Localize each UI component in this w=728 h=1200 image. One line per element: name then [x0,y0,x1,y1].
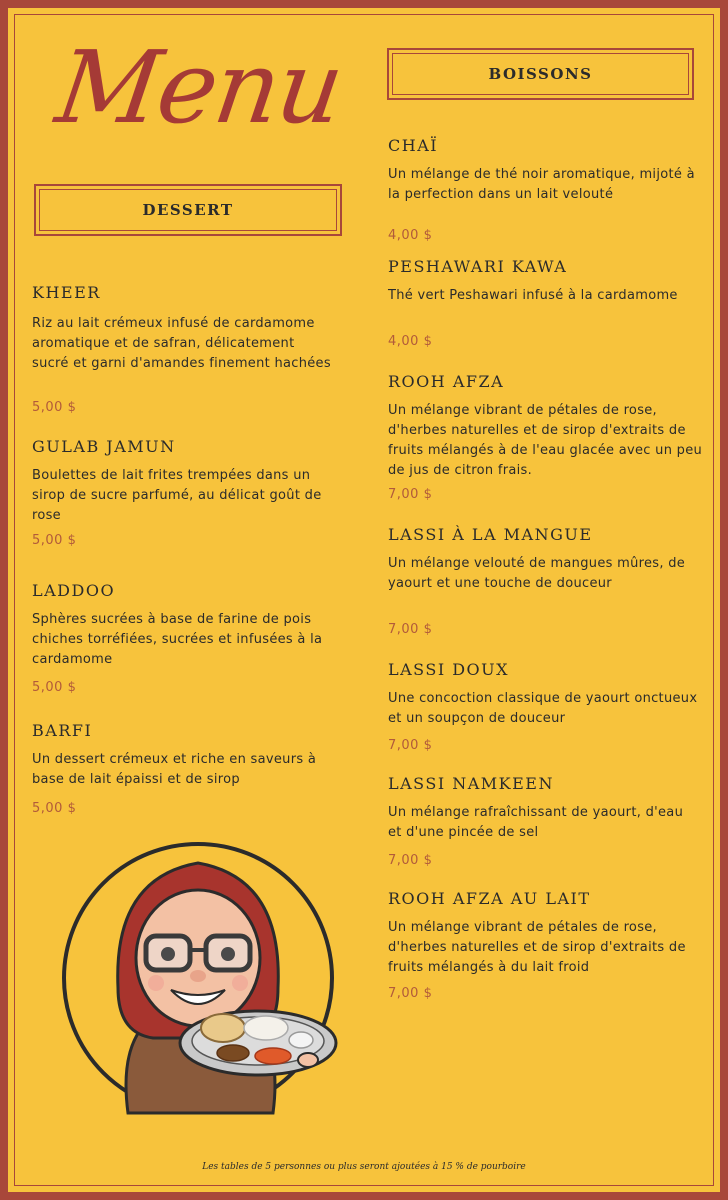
boisson-description: Un mélange rafraîchissant de yaourt, d'eau et d'une pincée de sel [388,805,684,840]
boisson-name: PESHAWARI KAWA [388,257,568,276]
boisson-item-rooh-afza-lait [388,889,703,978]
mascot-chef-with-food-plate-icon [58,838,338,1118]
dessert-description: Riz au lait crémeux infusé de cardamome aromatique et de safran, délicatement sucré et garni d'amandes finement hachées [32,316,331,371]
boisson-price: 7,00 $ [388,622,433,637]
dessert-item-gulab-jamun [32,437,332,526]
boisson-description: Un mélange vibrant de pétales de rose, d'herbes naturelles et de sirop d'extraits de fruits mélangés à du lait froid [388,920,686,975]
boisson-price: 7,00 $ [388,986,433,1001]
dessert-heading-box [34,184,342,236]
boisson-description: Un mélange vibrant de pétales de rose, d'herbes naturelles et de sirop d'extraits de fruits mélangés à de l'eau glacée avec un peu de jus de citron frais. [388,403,703,478]
boisson-item-lassi-mangue [388,525,698,594]
footer-note: Les tables de 5 personnes ou plus seront ajoutées à 15 % de pourboire [202,1162,526,1172]
dessert-name: KHEER [32,283,101,302]
dessert-item-kheer [32,283,332,374]
dessert-heading: DESSERT [142,201,234,219]
dessert-name: GULAB JAMUN [32,437,176,456]
dessert-price: 5,00 $ [32,400,77,415]
dessert-description: Sphères sucrées à base de farine de pois chiches torréfiées, sucrées et infusées à la cardamome [32,612,323,667]
boisson-item-chai [388,136,698,205]
boisson-item-lassi-namkeen [388,774,698,843]
boisson-item-lassi-doux [388,660,698,729]
boisson-description: Un mélange velouté de mangues mûres, de yaourt et une touche de douceur [388,556,686,591]
menu-title: Menu [49,29,349,146]
boissons-heading-box [387,48,694,100]
dessert-item-barfi [32,721,332,790]
dessert-name: BARFI [32,721,93,740]
dessert-item-laddoo [32,581,332,670]
boisson-item-rooh-afza [388,372,703,481]
boisson-name: ROOH AFZA [388,372,505,391]
boisson-name: ROOH AFZA AU LAIT [388,889,591,908]
dessert-price: 5,00 $ [32,680,77,695]
boisson-price: 7,00 $ [388,487,433,502]
boisson-price: 4,00 $ [388,228,433,243]
boisson-name: LASSI DOUX [388,660,510,679]
dessert-name: LADDOO [32,581,116,600]
boisson-description: Une concoction classique de yaourt onctueux et un soupçon de douceur [388,691,698,726]
boisson-price: 7,00 $ [388,738,433,753]
dessert-description: Boulettes de lait frites trempées dans un sirop de sucre parfumé, au délicat goût de rose [32,468,322,523]
boisson-price: 4,00 $ [388,334,433,349]
boisson-description: Thé vert Peshawari infusé à la cardamome [388,288,678,303]
dessert-description: Un dessert crémeux et riche en saveurs à base de lait épaissi et de sirop [32,752,317,787]
boisson-name: LASSI NAMKEEN [388,774,554,793]
boisson-name: LASSI À LA MANGUE [388,525,593,544]
boissons-heading: BOISSONS [488,65,593,83]
dessert-price: 5,00 $ [32,801,77,816]
boisson-description: Un mélange de thé noir aromatique, mijoté à la perfection dans un lait velouté [388,167,695,202]
boisson-name: CHAÏ [388,136,439,155]
dessert-price: 5,00 $ [32,533,77,548]
boisson-item-peshawari-kawa [388,257,698,306]
boisson-price: 7,00 $ [388,853,433,868]
